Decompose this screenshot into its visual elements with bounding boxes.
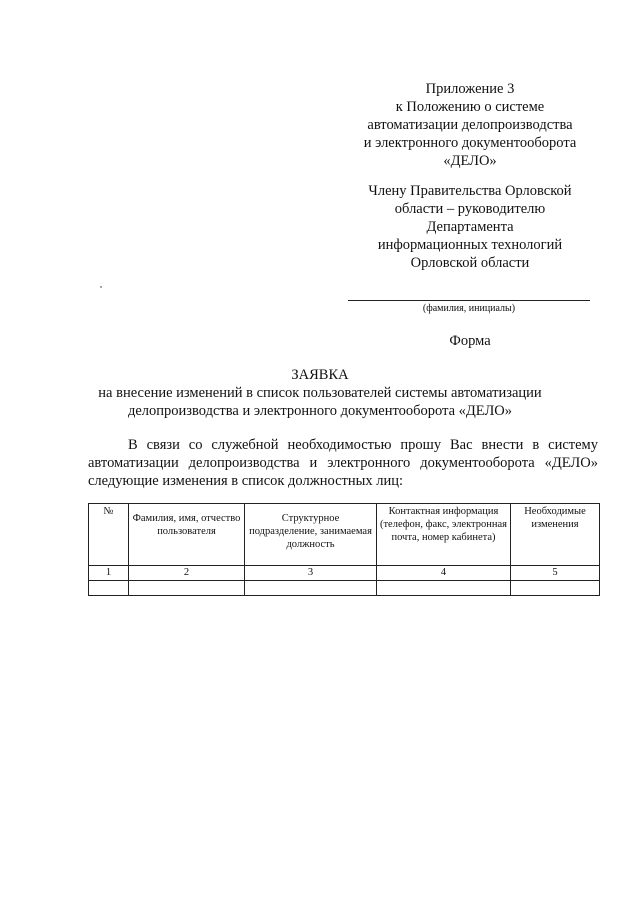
addressee-line: Члену Правительства Орловской [368, 183, 572, 199]
header-contact-info: Контактная информация (телефон, факс, электронная почта, номер кабинета) [377, 504, 511, 566]
addressee-line: Орловской области [410, 255, 530, 271]
header-required-changes: Необходимые изменения [511, 504, 600, 566]
table-cell[interactable] [245, 581, 377, 596]
appendix-line: автоматизации делопроизводства [367, 117, 573, 133]
header-number: № [89, 504, 129, 566]
column-number-cell: 1 [89, 566, 129, 581]
appendix-line: к Положению о системе [395, 99, 545, 115]
subtitle-line: делопроизводства и электронного документооборота «ДЕЛО» [127, 403, 513, 419]
table-header-row [89, 504, 600, 566]
addressee-line: области – руководителю [394, 201, 546, 217]
signature-caption: (фамилия, инициалы) [422, 303, 516, 314]
document-subtitle [70, 384, 570, 420]
addressee-line: информационных технологий [377, 237, 563, 253]
column-number-cell: 3 [245, 566, 377, 581]
column-number-cell: 2 [129, 566, 245, 581]
header-department-position: Структурное подразделение, занимаемая должность [245, 504, 377, 566]
appendix-line: Приложение 3 [425, 81, 515, 97]
table-cell[interactable] [89, 581, 129, 596]
document-title: ЗАЯВКА [291, 367, 349, 383]
appendix-block [345, 80, 595, 170]
form-label: Форма [449, 333, 491, 349]
table-cell[interactable] [377, 581, 511, 596]
header-full-name: Фамилия, имя, отчество пользователя [129, 504, 245, 566]
signature-line [348, 300, 590, 301]
request-body-text: В связи со служебной необходимостью прошу Вас внести в систему автоматизации делопроизводства и электронного документооборота «ДЕЛО» следующие изменения в список должностных лиц: [88, 437, 598, 489]
table-row[interactable] [89, 581, 600, 596]
scan-speck [100, 286, 102, 288]
changes-table [88, 503, 600, 596]
table-cell[interactable] [511, 581, 600, 596]
column-number-cell: 4 [377, 566, 511, 581]
addressee-line: Департамента [426, 219, 514, 235]
subtitle-line: на внесение изменений в список пользователей системы автоматизации [98, 385, 542, 401]
column-number-cell: 5 [511, 566, 600, 581]
table-row [89, 566, 600, 581]
addressee-block [345, 182, 595, 272]
table-cell[interactable] [129, 581, 245, 596]
appendix-line: и электронного документооборота [363, 135, 577, 151]
appendix-line: «ДЕЛО» [443, 153, 497, 169]
